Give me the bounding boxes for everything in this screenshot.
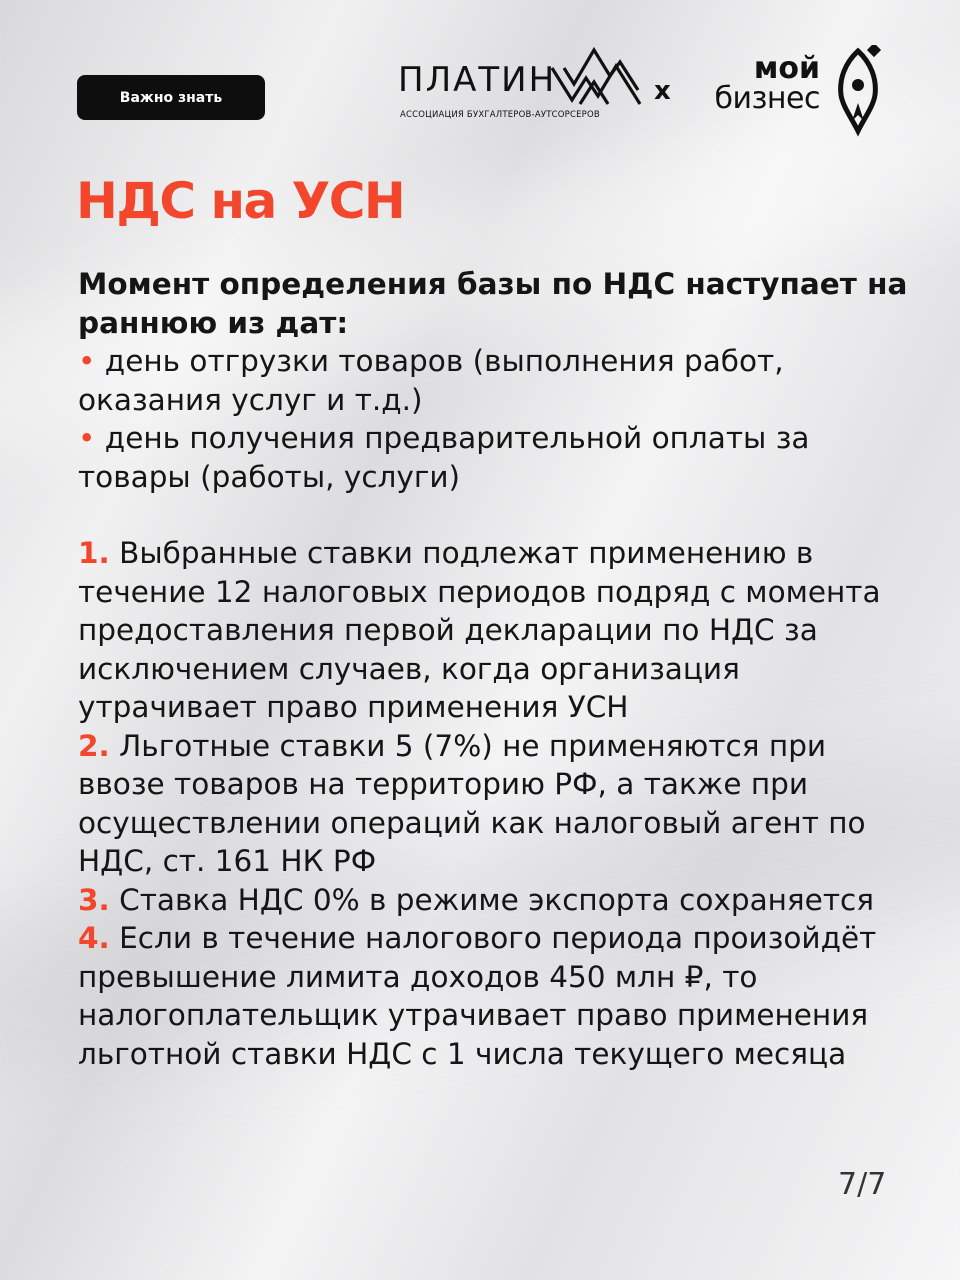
- point-text: Выбранные ставки подлежат применению в течение 12 налоговых периодов подряд с момента предоставления первой декларации по НДС за исключением случаев, когда организация утрачивает право применения УСН: [78, 536, 881, 724]
- point-text: Льготные ставки 5 (7%) не применяются при ввозе товаров на территорию РФ, а также при осуществлении операций как налоговый агент по НДС, ст. 161 НК РФ: [78, 728, 866, 878]
- bullet-text: день получения предварительной оплаты за товары (работы, услуги): [78, 421, 810, 494]
- point-text: Ставка НДС 0% в режиме экспорта сохраняется: [119, 882, 874, 917]
- mountain-icon: [550, 46, 642, 108]
- intro-lead: Момент определения базы по НДС наступает на раннюю из дат:: [78, 267, 908, 340]
- list-item: [78, 342, 918, 419]
- point-text: Если в течение налогового периода произойдёт превышение лимита доходов 450 млн ₽, то налогоплательщик утрачивает право применения льготной ставки НДС с 1 числа текущего месяца: [78, 921, 877, 1071]
- bullet-text: день отгрузки товаров (выполнения работ, оказания услуг и т.д.): [78, 344, 784, 417]
- point-number: 2.: [78, 728, 110, 763]
- moi-biznes-logo: [688, 51, 828, 120]
- bullet-marker: •: [78, 344, 96, 378]
- logo-separator: x: [654, 76, 671, 106]
- platin-logo-subtitle: АССОЦИАЦИЯ БУХГАЛТЕРОВ-АУТСОРСЕРОВ: [400, 110, 600, 120]
- list-item: [78, 534, 918, 727]
- moi-biznes-logo-line1: мой: [753, 51, 820, 86]
- list-item: [78, 419, 918, 496]
- list-item: [78, 727, 918, 881]
- point-number: 1.: [78, 536, 110, 570]
- point-number: 3.: [78, 882, 110, 917]
- point-number: 4.: [78, 921, 110, 955]
- platin-logo-name: ПЛАТИН: [398, 60, 557, 100]
- article-body: [78, 265, 918, 1073]
- rocket-icon: [833, 45, 883, 137]
- page-counter: 7/7: [838, 1167, 887, 1202]
- page-title: НДС на УСН: [76, 172, 405, 230]
- list-item: [78, 881, 918, 920]
- list-item: [78, 919, 918, 1073]
- important-badge: Важно знать: [77, 75, 265, 120]
- moi-biznes-logo-line2: бизнес: [714, 81, 820, 116]
- platin-logo: [398, 46, 643, 124]
- bullet-marker: •: [78, 421, 96, 455]
